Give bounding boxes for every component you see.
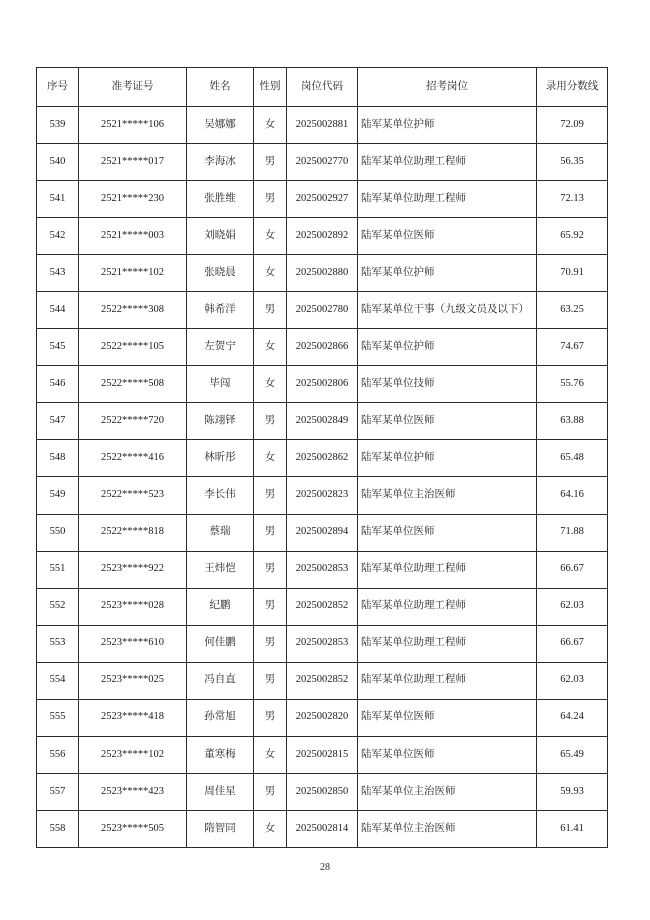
table-cell: 2025002850: [287, 773, 358, 810]
table-cell: 隋智同: [187, 810, 254, 847]
table-cell: 62.03: [537, 662, 608, 699]
table-row: [37, 181, 608, 218]
table-cell: 陆军某单位助理工程师: [358, 662, 537, 699]
table-cell: 男: [254, 477, 287, 514]
table-cell: 543: [37, 255, 79, 292]
table-cell: 林昕彤: [187, 440, 254, 477]
table-cell: 陆军某单位医师: [358, 736, 537, 773]
table-cell: 63.88: [537, 403, 608, 440]
table-cell: 2025002862: [287, 440, 358, 477]
table-cell: 女: [254, 810, 287, 847]
table-cell: 男: [254, 144, 287, 181]
table-cell: 陆军某单位助理工程师: [358, 625, 537, 662]
table-cell: 2521*****102: [79, 255, 187, 292]
table-cell: 2523*****423: [79, 773, 187, 810]
header-cell: 序号: [37, 68, 79, 107]
table-cell: 542: [37, 218, 79, 255]
table-cell: 2025002806: [287, 366, 358, 403]
table-cell: 陆军某单位主治医师: [358, 810, 537, 847]
table-cell: 陆军某单位医师: [358, 218, 537, 255]
table-cell: 陆军某单位医师: [358, 403, 537, 440]
table-cell: 陆军某单位助理工程师: [358, 181, 537, 218]
header-cell: 岗位代码: [287, 68, 358, 107]
table-cell: 62.03: [537, 588, 608, 625]
table-cell: 纪鹏: [187, 588, 254, 625]
table-cell: 陆军某单位护师: [358, 107, 537, 144]
table-row: [37, 625, 608, 662]
table-cell: 男: [254, 514, 287, 551]
admission-score-table: [36, 67, 608, 848]
table-row: [37, 477, 608, 514]
table-body: [37, 107, 608, 848]
table-cell: 74.67: [537, 329, 608, 366]
table-cell: 何佳鹏: [187, 625, 254, 662]
table-cell: 66.67: [537, 551, 608, 588]
table-cell: 556: [37, 736, 79, 773]
table-cell: 2025002881: [287, 107, 358, 144]
table-row: [37, 662, 608, 699]
table-cell: 550: [37, 514, 79, 551]
table-cell: 65.48: [537, 440, 608, 477]
table-cell: 女: [254, 736, 287, 773]
table-cell: 蔡瑞: [187, 514, 254, 551]
table-cell: 61.41: [537, 810, 608, 847]
table-cell: 王炜恺: [187, 551, 254, 588]
table-cell: 555: [37, 699, 79, 736]
table-row: [37, 736, 608, 773]
table-cell: 2025002853: [287, 625, 358, 662]
table-row: [37, 329, 608, 366]
table-cell: 男: [254, 292, 287, 329]
header-cell: 性别: [254, 68, 287, 107]
table-cell: 陆军某单位医师: [358, 699, 537, 736]
table-cell: 558: [37, 810, 79, 847]
table-cell: 男: [254, 625, 287, 662]
table-cell: 2523*****028: [79, 588, 187, 625]
table-cell: 545: [37, 329, 79, 366]
table-cell: 2521*****230: [79, 181, 187, 218]
table-row: [37, 440, 608, 477]
table-cell: 女: [254, 107, 287, 144]
table-cell: 2523*****025: [79, 662, 187, 699]
table-row: [37, 218, 608, 255]
table-cell: 女: [254, 366, 287, 403]
table-cell: 陆军某单位干事（九级文员及以下）: [358, 292, 537, 329]
table-cell: 541: [37, 181, 79, 218]
header-cell: 准考证号: [79, 68, 187, 107]
table-cell: 陆军某单位主治医师: [358, 773, 537, 810]
table-cell: 2523*****922: [79, 551, 187, 588]
table-cell: 557: [37, 773, 79, 810]
table-cell: 2025002820: [287, 699, 358, 736]
table-cell: 男: [254, 551, 287, 588]
table-cell: 2522*****416: [79, 440, 187, 477]
table-row: [37, 773, 608, 810]
table-cell: 2523*****610: [79, 625, 187, 662]
table-cell: 吴娜娜: [187, 107, 254, 144]
table-cell: 552: [37, 588, 79, 625]
table-cell: 陆军某单位助理工程师: [358, 551, 537, 588]
table-cell: 陆军某单位主治医师: [358, 477, 537, 514]
table-cell: 陆军某单位护师: [358, 255, 537, 292]
table-cell: 男: [254, 181, 287, 218]
table-row: [37, 588, 608, 625]
table-row: [37, 107, 608, 144]
table-cell: 韩希洋: [187, 292, 254, 329]
table-cell: 张晓晨: [187, 255, 254, 292]
table-cell: 2025002880: [287, 255, 358, 292]
table-row: [37, 366, 608, 403]
table-cell: 女: [254, 255, 287, 292]
table-cell: 59.93: [537, 773, 608, 810]
table-cell: 刘晓娟: [187, 218, 254, 255]
table-cell: 陆军某单位医师: [358, 514, 537, 551]
table-cell: 冯自直: [187, 662, 254, 699]
table-cell: 2025002823: [287, 477, 358, 514]
table-row: [37, 255, 608, 292]
table-cell: 毕闯: [187, 366, 254, 403]
page-number: 28: [320, 862, 330, 873]
table-cell: 2025002814: [287, 810, 358, 847]
table-cell: 540: [37, 144, 79, 181]
table-cell: 男: [254, 403, 287, 440]
table-cell: 周佳星: [187, 773, 254, 810]
table-cell: 2523*****505: [79, 810, 187, 847]
table-cell: 女: [254, 329, 287, 366]
table-cell: 张胜维: [187, 181, 254, 218]
table-cell: 2522*****508: [79, 366, 187, 403]
table-cell: 陆军某单位护师: [358, 440, 537, 477]
table-row: [37, 514, 608, 551]
table-cell: 2025002892: [287, 218, 358, 255]
table-cell: 64.16: [537, 477, 608, 514]
table-row: [37, 551, 608, 588]
table-cell: 2025002815: [287, 736, 358, 773]
table-cell: 男: [254, 588, 287, 625]
table-cell: 陆军某单位助理工程师: [358, 588, 537, 625]
table-cell: 2523*****102: [79, 736, 187, 773]
table-cell: 65.92: [537, 218, 608, 255]
table-cell: 2025002780: [287, 292, 358, 329]
header-cell: 姓名: [187, 68, 254, 107]
table-cell: 553: [37, 625, 79, 662]
table-cell: 陈翊铎: [187, 403, 254, 440]
table-row: [37, 810, 608, 847]
table-cell: 董寒梅: [187, 736, 254, 773]
table-row: [37, 292, 608, 329]
table-cell: 2522*****523: [79, 477, 187, 514]
table-cell: 2522*****308: [79, 292, 187, 329]
table-cell: 左贺宁: [187, 329, 254, 366]
table-cell: 女: [254, 440, 287, 477]
table-cell: 64.24: [537, 699, 608, 736]
table-cell: 男: [254, 699, 287, 736]
table-cell: 男: [254, 773, 287, 810]
table-cell: 551: [37, 551, 79, 588]
table-cell: 2522*****105: [79, 329, 187, 366]
table-cell: 548: [37, 440, 79, 477]
table-cell: 李长伟: [187, 477, 254, 514]
table-row: [37, 144, 608, 181]
table-cell: 2522*****818: [79, 514, 187, 551]
table-cell: 66.67: [537, 625, 608, 662]
table-cell: 2523*****418: [79, 699, 187, 736]
table-cell: 孙常旭: [187, 699, 254, 736]
table-cell: 55.76: [537, 366, 608, 403]
table-cell: 63.25: [537, 292, 608, 329]
table-cell: 2025002852: [287, 662, 358, 699]
table-row: [37, 403, 608, 440]
table-cell: 547: [37, 403, 79, 440]
table-cell: 72.13: [537, 181, 608, 218]
table-cell: 李海冰: [187, 144, 254, 181]
table-cell: 2025002866: [287, 329, 358, 366]
table-cell: 2025002894: [287, 514, 358, 551]
table-cell: 2025002849: [287, 403, 358, 440]
table-cell: 陆军某单位技师: [358, 366, 537, 403]
table-cell: 539: [37, 107, 79, 144]
header-cell: 录用分数线: [537, 68, 608, 107]
table-cell: 2025002770: [287, 144, 358, 181]
table-cell: 2025002853: [287, 551, 358, 588]
table-row: [37, 699, 608, 736]
table-cell: 2522*****720: [79, 403, 187, 440]
table-cell: 71.88: [537, 514, 608, 551]
table-cell: 女: [254, 218, 287, 255]
table-cell: 546: [37, 366, 79, 403]
table-cell: 2521*****106: [79, 107, 187, 144]
table-cell: 男: [254, 662, 287, 699]
table-cell: 2025002852: [287, 588, 358, 625]
table-cell: 544: [37, 292, 79, 329]
table-cell: 陆军某单位护师: [358, 329, 537, 366]
table-cell: 70.91: [537, 255, 608, 292]
table-cell: 2025002927: [287, 181, 358, 218]
table-cell: 2521*****017: [79, 144, 187, 181]
header-row: [37, 68, 608, 107]
header-cell: 招考岗位: [358, 68, 537, 107]
table-header: [37, 68, 608, 107]
table-cell: 2521*****003: [79, 218, 187, 255]
table-cell: 72.09: [537, 107, 608, 144]
table-cell: 549: [37, 477, 79, 514]
table-cell: 554: [37, 662, 79, 699]
table-cell: 陆军某单位助理工程师: [358, 144, 537, 181]
table-cell: 56.35: [537, 144, 608, 181]
table-cell: 65.49: [537, 736, 608, 773]
